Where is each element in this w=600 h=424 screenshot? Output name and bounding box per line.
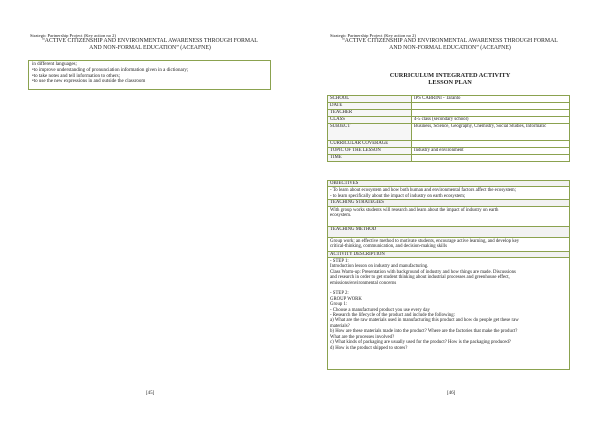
activity-line: GROUP WORK [330, 296, 362, 302]
time-value [412, 155, 570, 162]
topic-label: TOPIC OF THE LESSON [328, 148, 412, 155]
method-line: Group work; an effective method to motivate students, encourage active learning, and develop key [330, 238, 520, 244]
box-line: •to improve understanding of pronunciation information given in a dictionary; [32, 67, 189, 73]
project-title-line2: AND NON-FORMAL EDUCATION” (ACEAFNE) [389, 44, 511, 51]
lesson-details-table [327, 180, 570, 370]
box-line: •to use the new expressions in and outside the classroom [32, 79, 146, 85]
table-row [328, 148, 570, 155]
table-row [328, 141, 570, 148]
curriculum-title: CURRICULUM INTEGRATED ACTIVITY [389, 72, 511, 79]
table-row [328, 237, 570, 251]
project-title-line1: “ACTIVE CITIZENSHIP AND ENVIRONMENTAL AWARENESS THROUGH FORMAL [42, 38, 258, 44]
subject-label: SUBJECT [328, 124, 412, 141]
objectives-content [328, 187, 570, 200]
strategies-label: TEACHING STRATEGIES [328, 200, 570, 206]
activity-label: ACTIVITY DESCRIPTION [328, 251, 570, 257]
objectives-label: OBJECTIVES [328, 181, 570, 187]
strategies-line: With group works students will research and learn about the impact of industry on earth [330, 207, 499, 213]
strategies-line: ecosystem. [330, 213, 352, 219]
activity-line: materials? [330, 323, 350, 329]
method-line: critical-thinking, communication, and decision-making skills [330, 244, 447, 250]
table-row [328, 187, 570, 200]
lesson-info-table [327, 95, 570, 162]
table-row [328, 124, 570, 141]
topic-value: Industry and environment [412, 148, 570, 155]
table-row [328, 226, 570, 237]
activity-line: - Research the lifecycle of the product and include the following: [330, 313, 455, 319]
curricular-coverage-label: CURRICULAR COVERAGE [328, 141, 412, 148]
activity-line: and research in order to get student thinking about industrial processes and greenhouse effect, [330, 275, 510, 281]
activity-line: d) How is the product shipped to stores? [330, 345, 408, 351]
activity-line: Group 1: [330, 302, 348, 308]
strategies-content [328, 206, 570, 226]
table-row [328, 96, 570, 103]
activity-line: What are the processes involved? [330, 334, 395, 340]
box-line: in different languages; [32, 62, 77, 67]
page-number: [46] [447, 391, 456, 396]
project-title [30, 38, 270, 51]
school-value: IPS CABRINI - Taranto [412, 96, 570, 103]
table-row [328, 155, 570, 162]
time-label: TIME [328, 155, 412, 162]
project-title-line2: AND NON-FORMAL EDUCATION” (ACEAFNE) [89, 44, 211, 51]
project-key-action: Strategic Partnership Project (Key action no 2) [30, 33, 116, 38]
table-row [328, 206, 570, 226]
objectives-line: - To learn about ecosystem and how both human and environmental factors affect the ecosystem; [330, 188, 516, 194]
activity-line: c) What kinds of packaging are usually used for the product? How is the packaging produced? [330, 340, 511, 346]
date-value [412, 103, 570, 110]
class-value: 4-5 class (secondary school) [412, 117, 570, 124]
school-label: SCHOOL [328, 96, 412, 103]
project-title-line1: “ACTIVE CITIZENSHIP AND ENVIRONMENTAL AWARENESS THROUGH FORMAL [342, 38, 558, 44]
activity-line: - STEP 2: [330, 291, 349, 297]
lesson-plan-title: LESSON PLAN [428, 79, 472, 86]
activity-line: Introduction lesson on industry and manufacturing. [330, 264, 429, 270]
objectives-continuation-box [28, 60, 271, 90]
subject-value: Business, Science, Geography, Chemistry, Social Studies, Informatic [412, 124, 570, 141]
curricular-coverage-value [412, 141, 570, 148]
table-row [328, 117, 570, 124]
activity-line: b) How are these materials made into the product? Where are the factories that make the product? [330, 329, 518, 335]
objectives-line: - to learn specifically about the impact of industry on earth ecosystem; [330, 193, 466, 199]
page-number: [45] [146, 391, 155, 396]
activity-content [328, 258, 570, 370]
date-label: DATE [328, 103, 412, 110]
project-key-action: Strategic Partnership Project (Key action no 2) [330, 33, 416, 38]
method-content [328, 237, 570, 251]
activity-line: - Choose a manufactured product you use every day [330, 307, 430, 313]
class-label: CLASS [328, 117, 412, 124]
activity-line: emissions/environmental concerns [330, 280, 397, 286]
table-row [328, 258, 570, 370]
teacher-label: TEACHER [328, 110, 412, 117]
table-row [328, 103, 570, 110]
teacher-value [412, 110, 570, 117]
activity-line: - STEP 1: [330, 259, 349, 265]
table-row [328, 110, 570, 117]
project-title [330, 38, 570, 51]
box-line: •to take notes and tell information to others; [32, 73, 120, 79]
activity-line: Class Warm-up: Presentation with background of industry and how things are made. Discussions [330, 269, 516, 275]
activity-line: a) What are the raw materials used in manufacturing this product and how do people get these raw [330, 318, 519, 324]
method-label: TEACHING METHOD [328, 226, 570, 237]
